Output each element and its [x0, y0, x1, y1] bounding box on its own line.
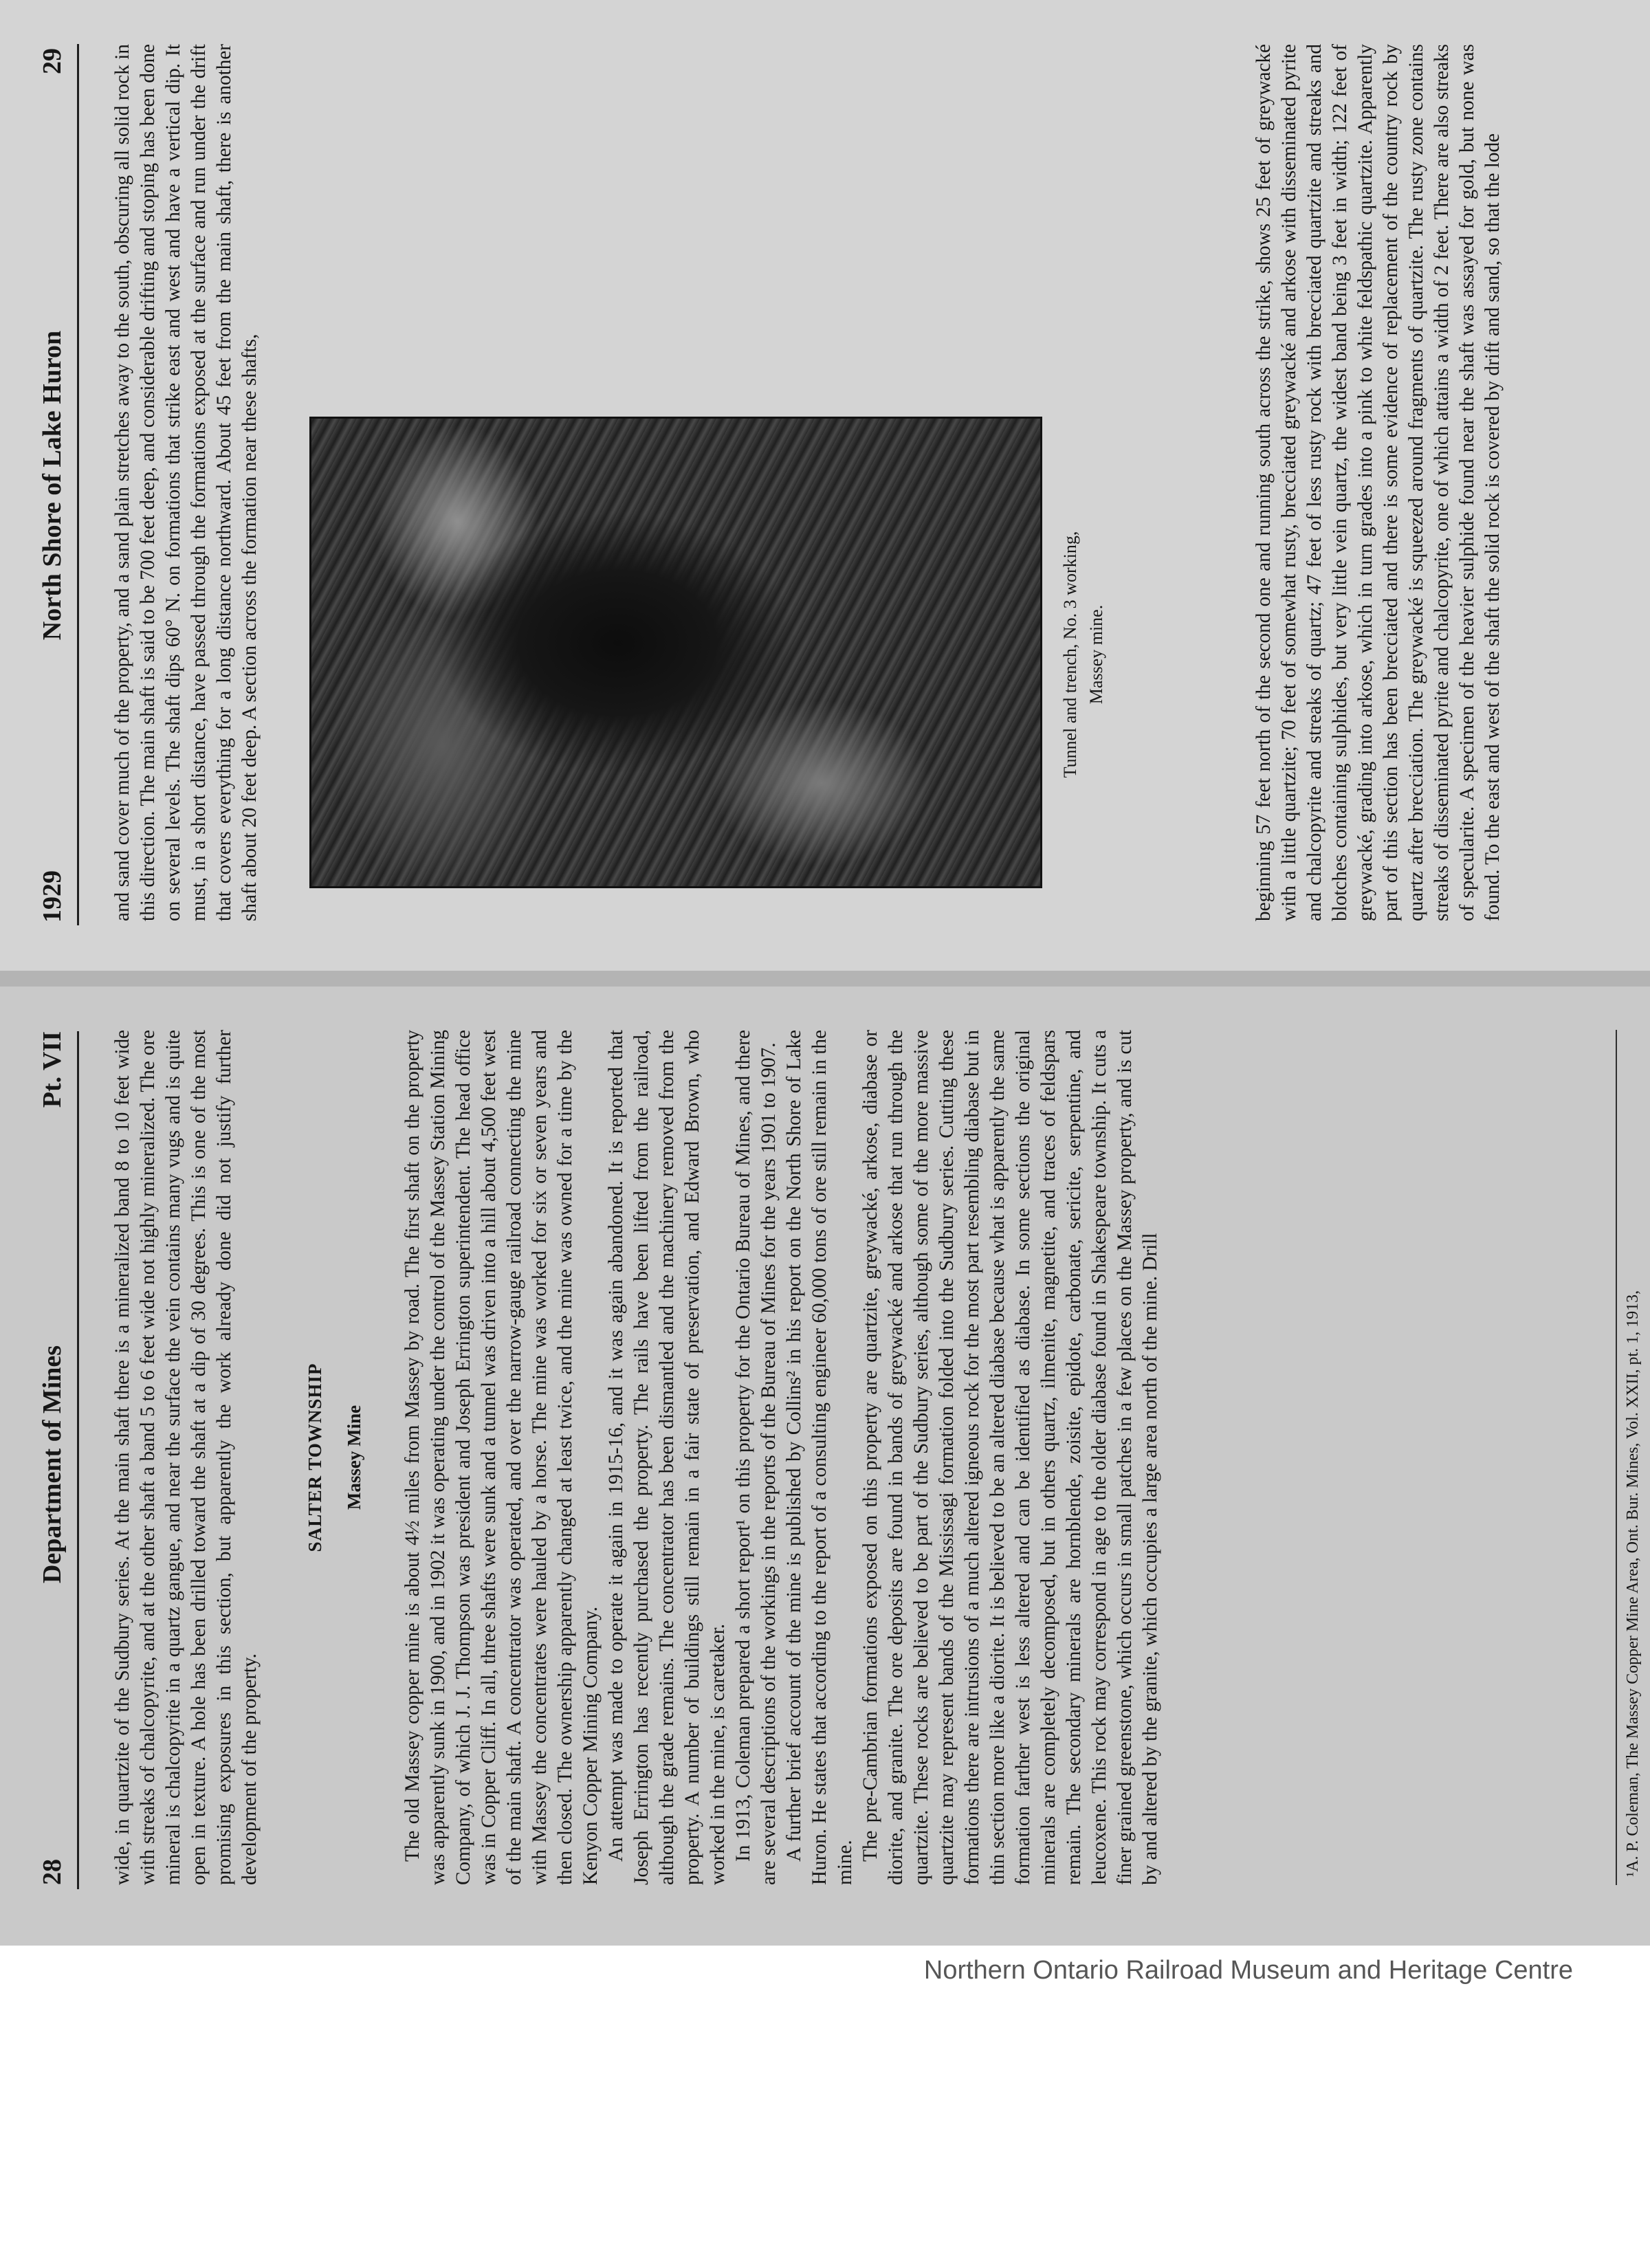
left-page-body — [110, 1030, 1163, 1885]
body-paragraph: In 1913, Coleman prepared a short report¹ on this property for the Ontario Bureau of Mines, and there are several descriptions of the workings in the reports of the Bureau of Mines for the years 1901 to 1907. — [732, 1030, 780, 1885]
page-number-right: 29 — [38, 48, 67, 74]
footnote: ¹A. P. Coleman, The Massey Copper Mine Area, Ont. Bur. Mines, Vol. XXII, pt. 1, 1913, — [1624, 1290, 1642, 1877]
year-label: 1929 — [38, 870, 67, 923]
body-paragraph: A further brief account of the mine is published by Collins² in his report on the North Shore of Lake Huron. He states that according to the report of a consulting engineer 60,000 tons of ore still remain in the mine. — [783, 1030, 856, 1885]
header-rule-left — [77, 1031, 79, 1889]
mine-tunnel-photo — [309, 417, 1042, 888]
running-title-right: North Shore of Lake Huron — [38, 330, 67, 641]
body-paragraph: The pre-Cambrian formations exposed on this property are quartzite, greywacké, arkose, diabase or diorite, and granite. The ore deposits are found in bands of greywacké and arkose that run through the quartzite. These rocks are believed to be part of the Sudbury series, although some of the more massive quartzite may represent bands of the Mississagi formation folded into the Sudbury series. Cutting these formations there are intrusions of a much altered igneous rock for the most part resembling diabase but in thin section more like a diorite. It is believed to be an altered diabase because what is apparently the same formation farther west is less altered and can be identified as diabase. In some sections the original minerals are completely decomposed, but in others quartz, ilmenite, magnetite, and traces of feldspars remain. The secondary minerals are hornblende, zoisite, epidote, carbonate, sericite, serpentine, and leucoxene. This rock may correspond in age to the older diabase found in Shakespeare township. It cuts a finer grained greenstone, which occurs in small patches in a few places on the Massey property, and is cut by and altered by the granite, which occupies a large area north of the mine. Drill — [859, 1030, 1161, 1885]
page-28 — [0, 983, 1650, 1946]
part-label: Pt. VII — [38, 1031, 67, 1108]
footnote-rule — [1616, 1030, 1617, 1885]
section-heading: SALTER TOWNSHIP — [305, 1363, 325, 1552]
sub-heading: Massey Mine — [344, 1405, 364, 1510]
body-paragraph: The old Massey copper mine is about 4½ miles from Massey by road. The first shaft on the property was apparently sunk in 1900, and in 1902 it was operating under the control of the Massey Station Mining Company, of which J. J. Thompson was president and Joseph Errington superintendent. The head office was in Copper Cliff. In all, three shafts were sunk and a tunnel was driven into a hill about 4,500 feet west of the main shaft. A concentrator was operated, and over the narrow-gauge railroad connecting the mine with Massey the concentrates were hauled by a horse. The mine was worked for six or seven years and then closed. The ownership apparently changed at least twice, and the mine was owned for a time by the Kenyon Copper Mining Company. — [402, 1030, 602, 1885]
museum-credit: Northern Ontario Railroad Museum and Heritage Centre — [923, 1956, 1573, 1985]
body-paragraph: An attempt was made to operate it again in 1915-16, and it was again abandoned. It is reported that Joseph Errington has recently purchased the property. The rails have been lifted from the railroad, although the grade remains. The concentrator has been dismantled and the machinery removed from the property. A number of buildings still remain in a fair state of preservation, and Edward Brown, who worked in the mine, is caretaker. — [605, 1030, 729, 1885]
top-paragraph: and sand cover much of the property, and a sand plain stretches away to the south, obscuring all solid rock in this direction. The main shaft is said to be 700 feet deep, and considerable drifting and stoping has been done on several levels. The shaft dips 60° N. on formations that strike east and west and have a vertical dip. It must, in a short distance, have passed through the formations exposed at the surface and run under the drift that covers everything for a long distance northward. About 45 feet from the main shaft, there is another shaft about 20 feet deep. A section across the formation near these shafts, — [111, 44, 261, 921]
running-title-left: Department of Mines — [38, 1345, 67, 1584]
page-29 — [0, 0, 1650, 971]
bottom-paragraph: beginning 57 feet north of the second one and running south across the strike, shows 25 feet of greywacké with a little quartzite; 70 feet of somewhat rusty, brecciated greywacké and arkose with disseminated pyrite and chalcopyrite and streaks of quartz; 47 feet of less rusty rock with brecciated quartzite and streaks and blotches containing sulphides, but very little vein quartz, the widest band being 3 feet in width; 122 feet of greywacké, grading into arkose, which in turn grades into a pink to white feldspathic quartzite. Apparently part of this section has been brecciated and there is some evidence of replacement of the country rock by quartz after brecciation. The greywacké is squeezed around fragments of quartzite. The rusty zone contains streaks of disseminated pyrite and chalcopyrite, one of which attains a width of 2 feet. There are also streaks of specularite. A specimen of the heavier sulphide found near the shaft was assayed for gold, but none was found. To the east and west of the shaft the solid rock is covered by drift and sand, so that the lode — [1253, 44, 1504, 921]
right-page-body — [0, 0, 1650, 971]
photo-caption-line2: Massey mine. — [1086, 604, 1106, 705]
photo-caption-line1: Tunnel and trench, No. 3 working, — [1060, 531, 1080, 778]
intro-paragraph: wide, in quartzite of the Sudbury series. At the main shaft there is a mineralized band 8 to 10 feet wide with streaks of chalcopyrite, and at the other shaft a band 5 to 6 feet wide not highly mineralized. The ore mineral is chalcopyrite in a quartz gangue, and near the surface the vein contains many vugs and is quite open in texture. A hole has been drilled toward the shaft at a dip of 30 degrees. This is one of the most promising exposures in this section, but apparently the work already done did not justify further development of the property. — [111, 1030, 261, 1885]
page-number-left: 28 — [38, 1859, 67, 1885]
